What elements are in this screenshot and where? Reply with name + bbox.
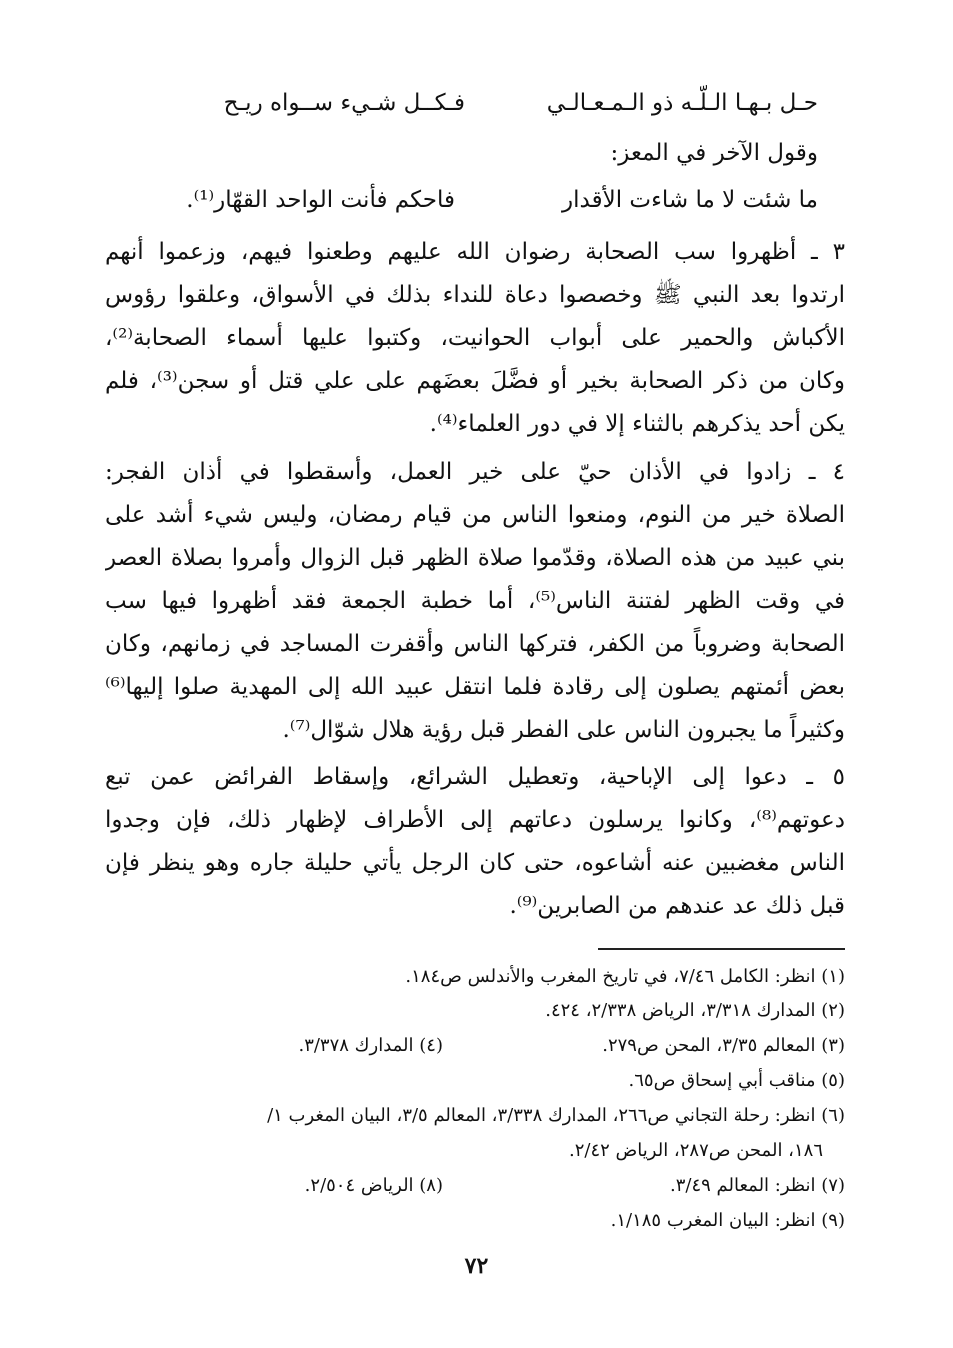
paragraph-line: يكن أحد يذكرهم بالثناء إلا في دور العلماء⁽⁴⁾. [429, 411, 845, 437]
footnote-4: (٤) المدارك ٣/٣٧٨. [298, 1035, 443, 1056]
paragraph-line: بني عبيد من هذه الصلاة، وقدّموا صلاة الظهر قبل الزوال وأمروا بصلاة العصر [105, 545, 845, 571]
paragraph-line: وكثيراً ما يجبرون الناس على الفطر قبل رؤية هلال شوّال⁽⁷⁾. [282, 717, 845, 743]
footnote-9: (٩) انظر: البيان المغرب ١/١٨٥. [610, 1210, 845, 1231]
paragraph-line: الناس مغضبين عنه أشاعوه، حتى كان الرجل يأتي حليلة جاره وهو ينظر فإن [105, 850, 845, 876]
paragraph-line: في وقت الظهر لفتنة الناس⁽⁵⁾، أما خطبة الجمعة فقد أظهروا فيها سب [105, 588, 845, 614]
paragraph-line: بعض أئمتهم يصلون إلى رقادة فلما انتقل عبيد الله إلى المهدية صلوا إليها⁽⁶⁾ [105, 674, 845, 700]
verse-intro: وقول الآخر في المعز: [610, 140, 818, 166]
paragraph-line: ٣ ـ أظهروا سب الصحابة رضوان الله عليهم وطعنوا فيهم، وزعموا أنهم [105, 239, 845, 265]
footnote-2: (٢) المدارك ٣/٣١٨، الرياض ٢/٣٣٨، ٤٢٤. [545, 1000, 845, 1021]
verse1-left-hemistich: فـكــل شـيء ســواه ريـح [223, 90, 465, 116]
paragraph-line: الصلاة خير من النوم، ومنعوا الناس من قيام رمضان، وليس شيء أشد على [105, 502, 845, 528]
verse2-left-hemistich: فاحكم فأنت الواحد القهّار⁽¹⁾. [186, 187, 455, 213]
paragraph-line: ارتدوا بعد النبي ﷺ وخصصوا دعاة للنداء بذلك في الأسواق، وعلقوا رؤوس [105, 282, 845, 308]
paragraph-line: دعوتهم⁽⁸⁾، وكانوا يرسلون دعاتهم إلى الأطراف لإظهار ذلك، فإن وجدوا [105, 807, 845, 833]
footnote-7: (٧) انظر: المعالم ٣/٤٩. [670, 1175, 845, 1196]
footnote-6: (٦) انظر: رحلة التجاني ص٢٦٦، المدارك ٣/٣٣٨، المعالم ٣/٥، البيان المغرب ١/ [267, 1105, 845, 1126]
footnote-5: (٥) مناقب أبي إسحاق ص٦٥. [628, 1070, 845, 1091]
paragraph-line: الأكباش والحمير على أبواب الحوانيت، وكتبوا عليها أسماء الصحابة⁽²⁾، [105, 325, 845, 351]
paragraph-line: ٥ ـ دعوا إلى الإباحية، وتعطيل الشرائع، وإسقاط الفرائض عمن تبع [105, 764, 845, 790]
paragraph-line: قبل ذلك عد عندهم من الصابرين⁽⁹⁾. [509, 893, 845, 919]
footnote-separator [598, 948, 845, 950]
paragraph-line: ٤ ـ زادوا في الأذان حيّ على خير العمل، وأسقطوا في أذان الفجر: [105, 459, 845, 485]
footnote-1: (١) انظر: الكامل ٧/٤٦، في تاريخ المغرب والأندلس ص١٨٤. [405, 966, 845, 987]
verse1-right-hemistich: حـل بـهـا الـلّـه ذو الـمـعـالـي [546, 90, 818, 116]
verse2-right-hemistich: ما شئت لا ما شاءت الأقدار [562, 187, 818, 213]
footnote-3: (٣) المعالم ٣/٣٥، المحن ص٢٧٩. [602, 1035, 845, 1056]
footnote-6-continued: ١٨٦، المحن ص٢٨٧، الرياض ٢/٤٢. [568, 1140, 823, 1161]
footnote-8: (٨) الرياض ٢/٥٠٤. [304, 1175, 443, 1196]
page-number: ٧٢ [464, 1253, 489, 1279]
paragraph-line: وكان من ذكر الصحابة بخير أو فضَّلَ بعضَهم على علي قتل أو سجن⁽³⁾، فلم [105, 368, 845, 394]
paragraph-line: الصحابة وضروباً من الكفر، فتركها الناس وأقفرت المساجد في زمانهم، وكان [105, 631, 845, 657]
